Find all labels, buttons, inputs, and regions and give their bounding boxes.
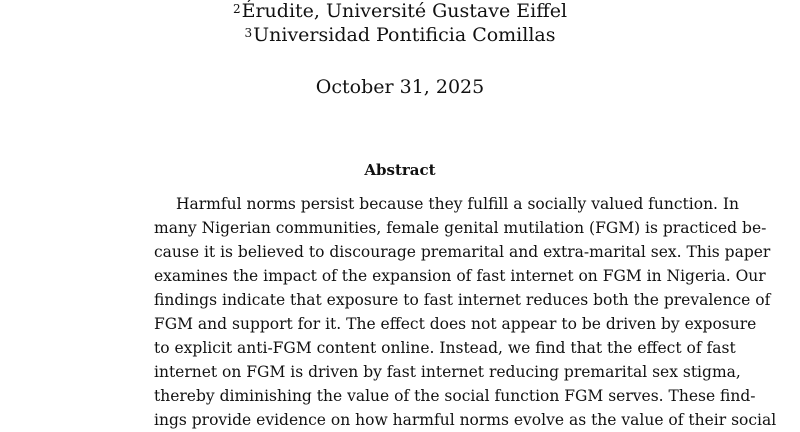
affiliation-marker: 2: [232, 2, 241, 16]
affiliation-marker: 3: [244, 26, 253, 40]
publication-date: October 31, 2025: [315, 76, 485, 98]
affiliation-3: [0, 24, 800, 46]
abstract-body: [154, 192, 777, 432]
abstract-line: internet on FGM is driven by fast internet reducing premarital sex stigma,: [154, 363, 741, 381]
abstract-line: Harmful norms persist because they fulfill a socially valued function. In: [176, 195, 740, 213]
abstract-line: many Nigerian communities, female genital mutilation (FGM) is practiced be-: [154, 219, 767, 237]
abstract-line: examines the impact of the expansion of fast internet on FGM in Nigeria. Our: [154, 267, 766, 285]
abstract-line: findings indicate that exposure to fast internet reduces both the prevalence of: [154, 291, 771, 309]
abstract-line: ings provide evidence on how harmful norms evolve as the value of their social: [154, 411, 777, 429]
abstract-line: cause it is believed to discourage premarital and extra-marital sex. This paper: [154, 243, 771, 261]
abstract-line: FGM and support for it. The effect does not appear to be driven by exposure: [154, 315, 757, 333]
abstract-line: to explicit anti-FGM content online. Instead, we find that the effect of fast: [154, 339, 736, 357]
affiliation-name: Érudite, Université Gustave Eiffel: [241, 0, 568, 22]
affiliation-name: Universidad Pontificia Comillas: [253, 24, 556, 46]
abstract-line: thereby diminishing the value of the social function FGM serves. These find-: [154, 387, 756, 405]
abstract-heading: Abstract: [364, 161, 436, 179]
affiliation-2: [0, 0, 800, 22]
